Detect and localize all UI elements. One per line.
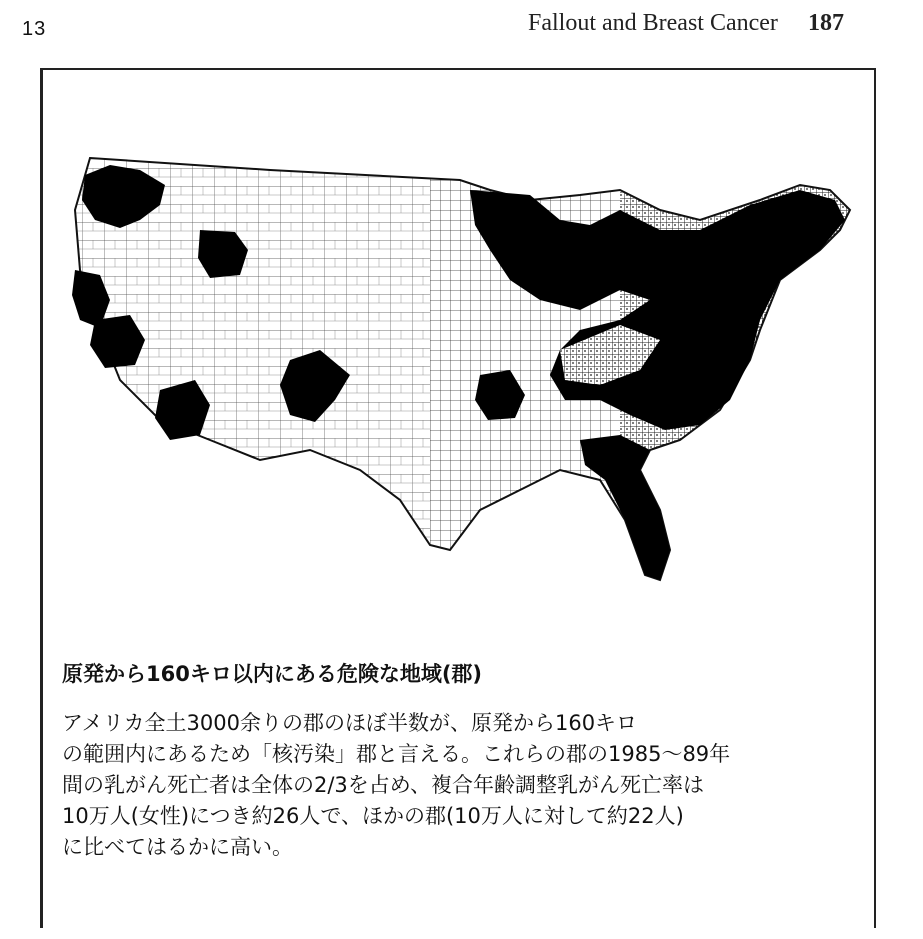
left-page-number: 13 xyxy=(22,18,47,40)
running-title: Fallout and Breast Cancer xyxy=(528,10,778,36)
us-county-map xyxy=(60,150,860,590)
caption-line: に比べてはるかに高い。 xyxy=(62,835,293,859)
risk-area-florida-southeast xyxy=(580,435,670,580)
caption-line: 10万人(女性)につき約26人で、ほかの郡(10万人に対して約22人) xyxy=(62,804,684,828)
caption-body xyxy=(62,708,862,863)
caption-line: の範囲内にあるため「核汚染」郡と言える。これらの郡の1985〜89年 xyxy=(62,742,731,766)
running-head xyxy=(528,10,844,37)
caption-title: 原発から160キロ以内にある危険な地域(郡) xyxy=(62,662,483,686)
caption-line: 間の乳がん死亡者は全体の2/3を占め、複合年齢調整乳がん死亡率は xyxy=(62,773,704,797)
us-county-map-svg xyxy=(60,150,860,590)
right-page-number: 187 xyxy=(807,10,844,36)
caption-line: アメリカ全土3000余りの郡のほぼ半数が、原発から160キロ xyxy=(62,711,638,735)
